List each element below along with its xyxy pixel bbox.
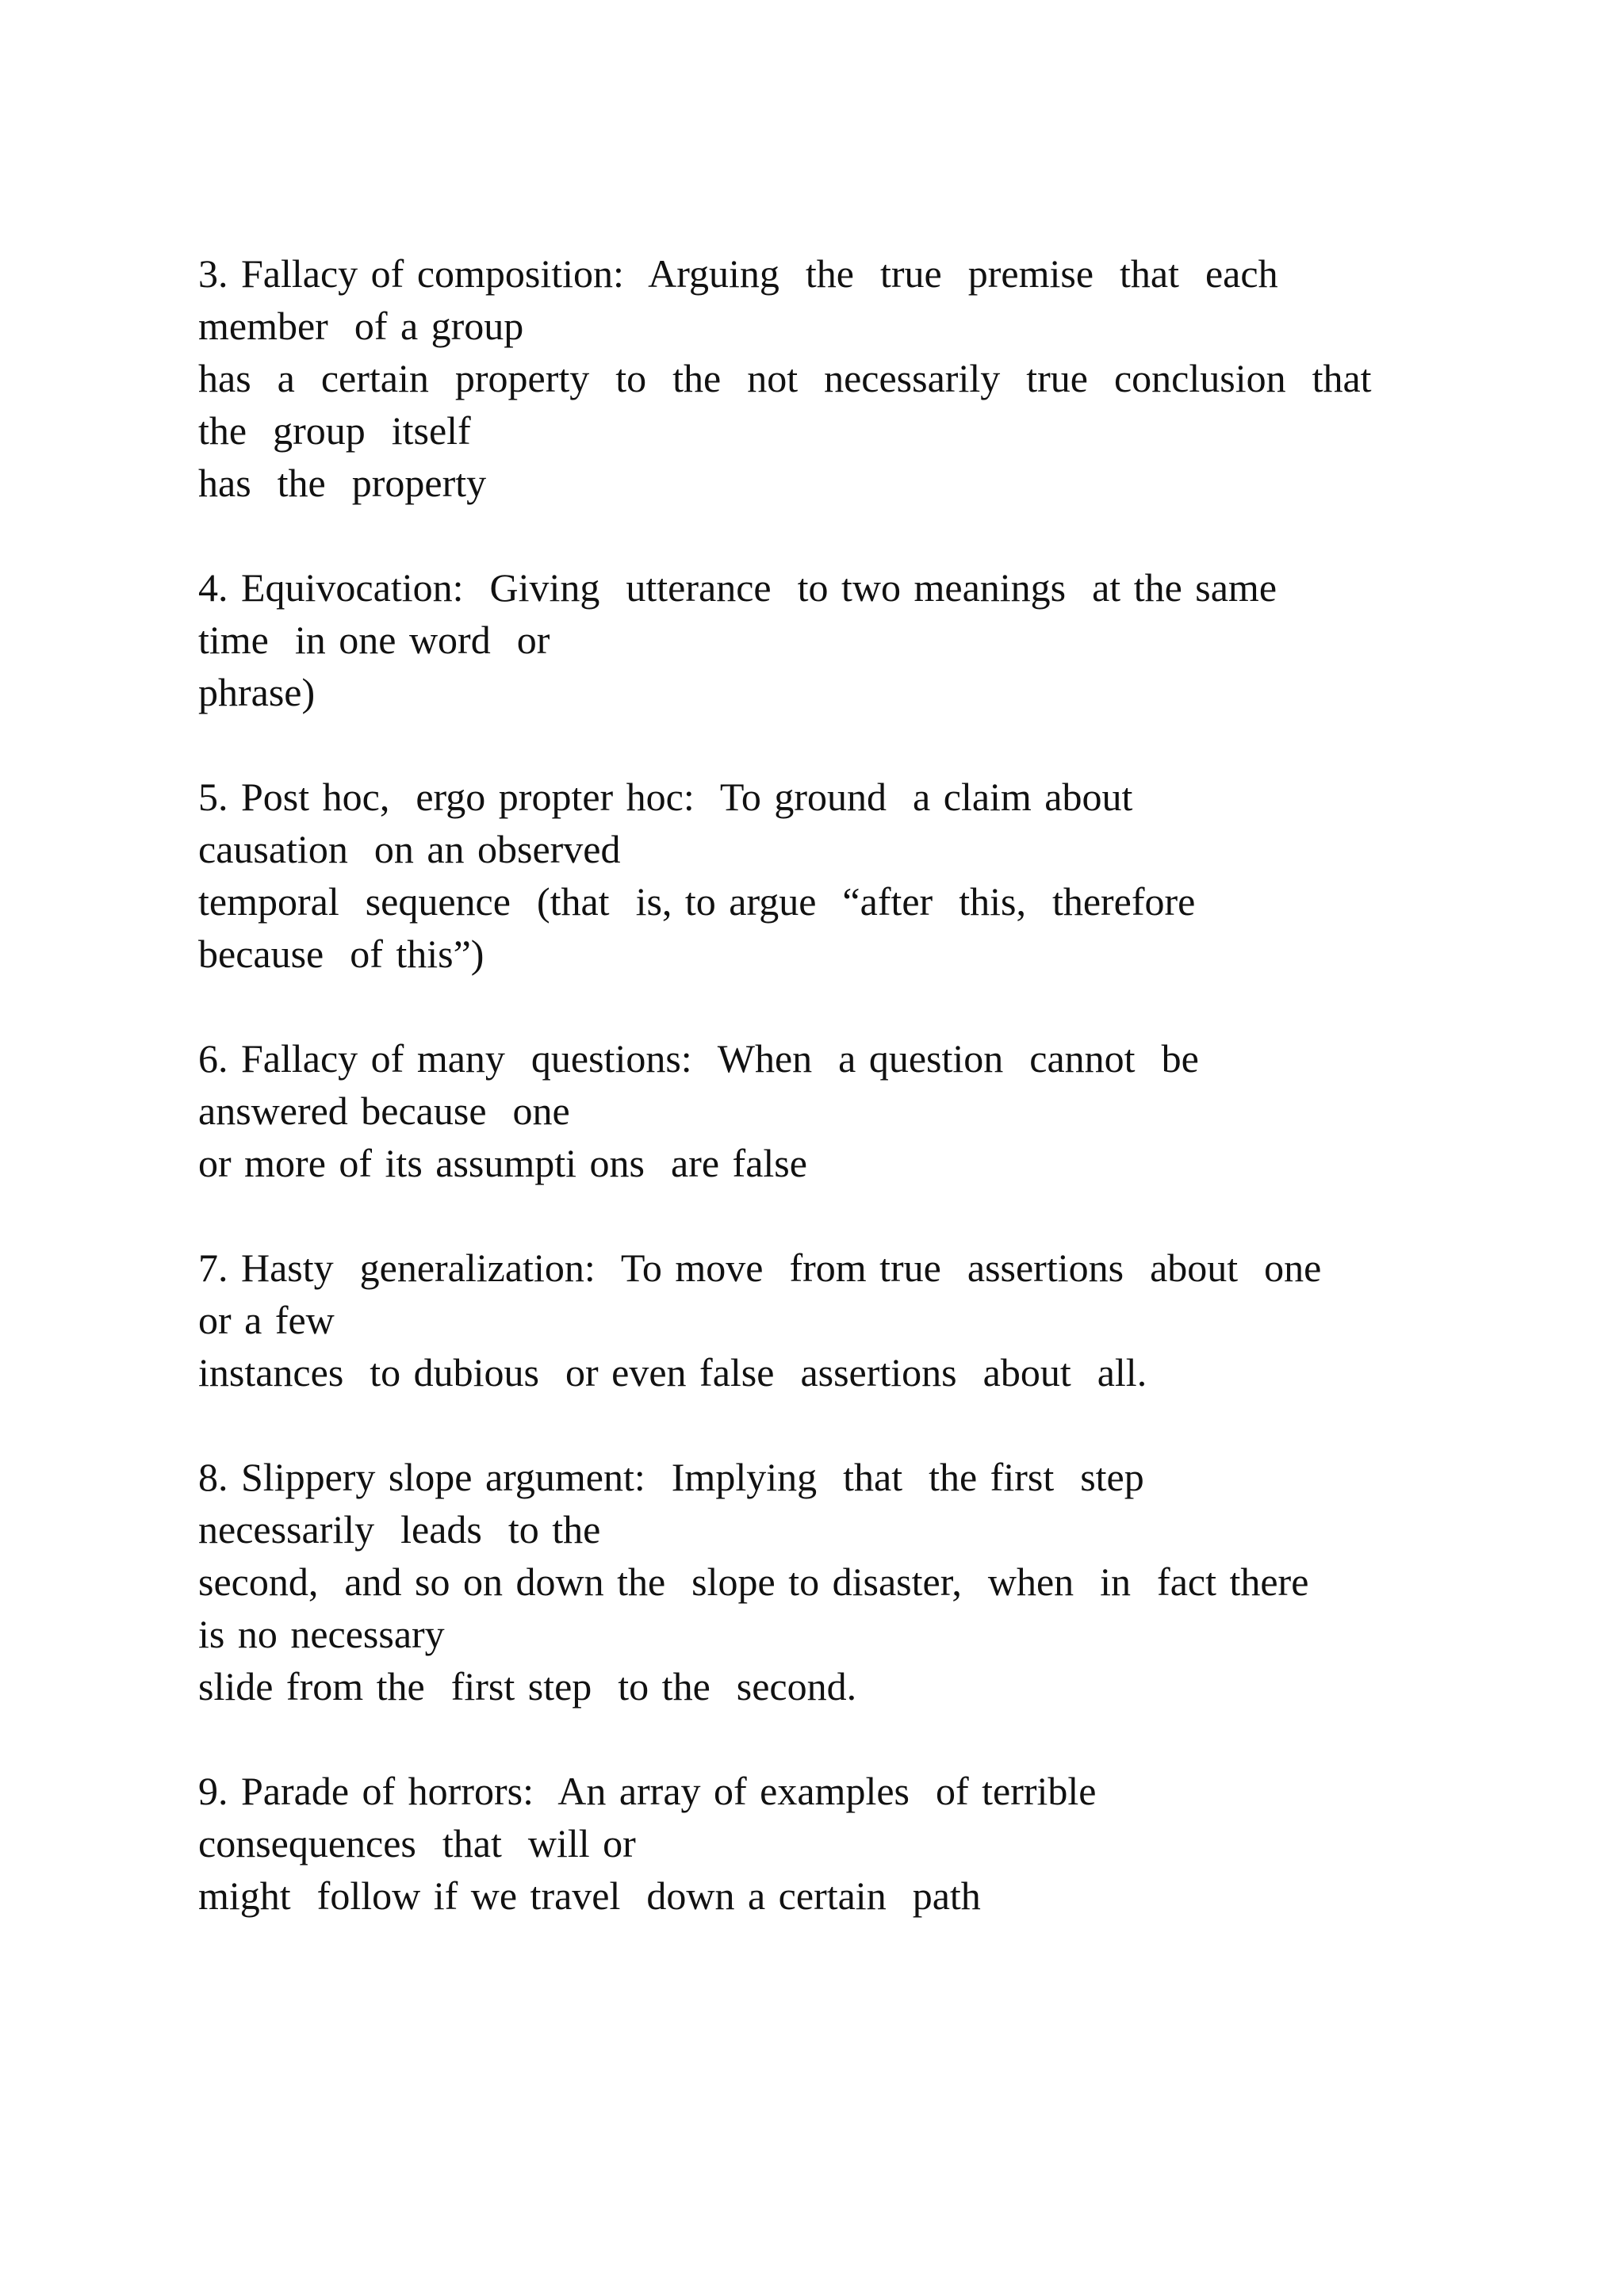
- text-line: 5. Post hoc, ergo propter hoc: To ground a claim about: [198, 775, 1133, 819]
- text-line: phrase): [198, 670, 316, 714]
- text-line: consequences that will or: [198, 1821, 636, 1866]
- text-line: has the property: [198, 461, 487, 505]
- text-line: 7. Hasty generalization: To move from true assertions about one: [198, 1246, 1322, 1290]
- list-item-composition: [198, 247, 1435, 509]
- text-line: 6. Fallacy of many questions: When a question cannot be: [198, 1036, 1199, 1081]
- text-line: answered because one: [198, 1089, 570, 1133]
- list-item-slippery-slope: [198, 1451, 1435, 1712]
- text-line: 9. Parade of horrors: An array of examples of terrible: [198, 1769, 1097, 1813]
- list-item-post-hoc: [198, 771, 1435, 980]
- text-line: member of a group: [198, 304, 524, 348]
- list-item-hasty-generalization: [198, 1242, 1435, 1399]
- text-line: the group itself: [198, 408, 471, 453]
- text-line: 4. Equivocation: Giving utterance to two meanings at the same: [198, 565, 1277, 610]
- text-line: has a certain property to the not necessarily true conclusion that: [198, 356, 1372, 400]
- text-line: or a few: [198, 1298, 335, 1342]
- text-line: second, and so on down the slope to disaster, when in fact there: [198, 1559, 1309, 1604]
- text-line: temporal sequence (that is, to argue “after this, therefore: [198, 879, 1196, 924]
- text-line: or more of its assumpti ons are false: [198, 1141, 807, 1185]
- document-body: [198, 247, 1435, 1974]
- text-line: necessarily leads to the: [198, 1507, 601, 1552]
- text-line: instances to dubious or even false assertions about all.: [198, 1350, 1147, 1395]
- list-item-many-questions: [198, 1032, 1435, 1189]
- text-line: 3. Fallacy of composition: Arguing the true premise that each: [198, 251, 1278, 296]
- text-line: might follow if we travel down a certain path: [198, 1873, 981, 1918]
- text-line: time in one word or: [198, 618, 550, 662]
- text-line: because of this”): [198, 932, 485, 976]
- text-line: slide from the first step to the second.: [198, 1664, 857, 1709]
- text-line: is no necessary: [198, 1612, 445, 1656]
- list-item-parade-of-horrors: [198, 1765, 1435, 1922]
- list-item-equivocation: [198, 561, 1435, 718]
- text-line: 8. Slippery slope argument: Implying that the first step: [198, 1455, 1144, 1499]
- text-line: causation on an observed: [198, 827, 621, 871]
